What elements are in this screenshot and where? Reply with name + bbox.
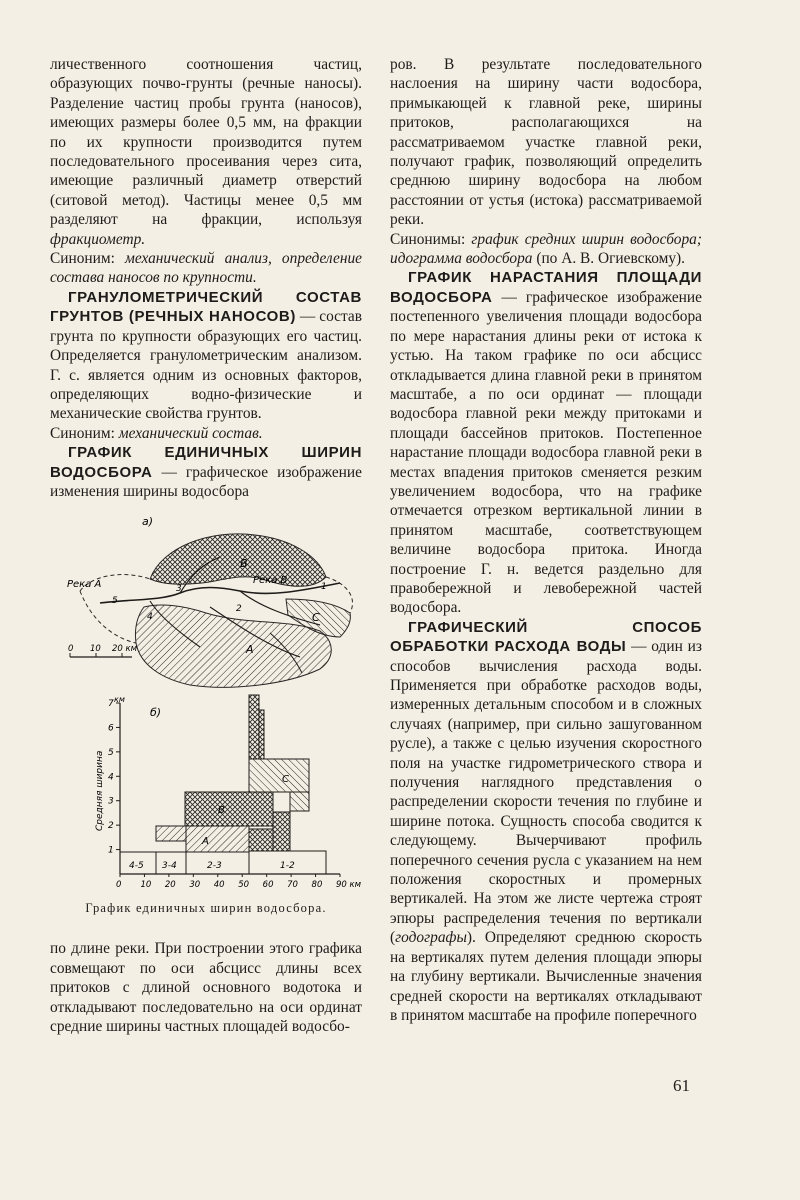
paragraph: ров. В результате последовательного наслоения на ширину части водосбора, примыкающей к главной реке, ширины притоков, располагающихся на рассматриваемом участке главной реки, получают график, позволяющий определить среднюю ширину водосбора на любом расстоянии от устья (истока) рассматриваемой реки. — [390, 56, 702, 229]
river-b-label: Река В — [253, 575, 288, 587]
peak-bar — [249, 695, 259, 759]
map-label-a: а) — [142, 515, 154, 529]
synonym-label: Синоним: — [50, 250, 115, 268]
entry-area-growth-graph — [390, 268, 702, 617]
synonym-label: Синоним: — [50, 424, 115, 442]
chart-label-b: б) — [150, 706, 162, 720]
synonym-label: Синонимы: — [390, 230, 466, 248]
y-tick-label: 1 — [108, 845, 114, 856]
x-tick-label: 30 — [189, 880, 201, 891]
region-b-label: В — [240, 557, 248, 571]
unit-widths-chart — [95, 695, 362, 890]
body-text: личественного соотношения частиц, образующих почво-грунты (речные наносы). Разделение частиц пробы грунта (наносов), имеющих размеры более 0,5 мм, на фракции по их крупности производится путем последовательного просеивания через сита, имеющие различный диаметр отверстий (ситовой метод). Частицы менее 0,5 мм разделяют на фракции, используя — [50, 56, 362, 229]
entry-unit-widths-graph — [50, 443, 362, 501]
map-point-label: 2 — [236, 604, 242, 615]
region-c-bar — [290, 792, 309, 811]
figure-unit-widths — [50, 507, 362, 939]
region-a-bar-label: А — [202, 836, 209, 848]
synonym-line — [50, 249, 362, 288]
synonym-text: механический анализ, определение состава наносов по крупности. — [50, 250, 362, 287]
x-tick-label: 80 — [311, 880, 323, 891]
map-point-label: 3 — [176, 584, 182, 595]
x-tick-label: 20 — [164, 880, 176, 891]
synonym-text: механический состав. — [118, 424, 263, 442]
entry-headword: ГРАНУЛОМЕТРИЧЕСКИЙ СОСТАВ ГРУНТОВ (РЕЧНЫХ НАНОСОВ) — [50, 288, 362, 326]
region-a-bar — [186, 826, 249, 852]
region-b-bar — [249, 829, 273, 851]
segment-label: 3-4 — [162, 861, 177, 872]
y-tick-label: 2 — [108, 821, 114, 832]
y-axis-unit: км — [114, 695, 125, 705]
region-a-bar — [156, 826, 186, 841]
river-a-label: Река А — [67, 579, 102, 591]
term-godografy: годографы — [395, 929, 467, 947]
map-point-label: 1 — [321, 582, 327, 593]
x-tick-label: 40 — [213, 880, 225, 891]
segment-label: 4-5 — [129, 861, 144, 872]
region-b-bar — [185, 792, 273, 826]
y-tick-label: 6 — [108, 723, 114, 734]
x-tick-label: 10 — [140, 880, 152, 891]
map-point-label: 5 — [112, 596, 118, 607]
watershed-map — [67, 515, 353, 687]
y-axis-title: Средняя ширина — [95, 750, 105, 832]
map-scale-label: 20 км — [112, 644, 138, 655]
x-tick-label: 0 — [116, 880, 122, 891]
y-tick-label: 5 — [108, 748, 114, 759]
peak-bar — [259, 710, 264, 759]
region-c-label: С — [312, 611, 320, 625]
x-ticks — [116, 874, 362, 890]
map-scale-label: 10 — [90, 644, 101, 655]
entry-headword: ГРАФИЧЕСКИЙ СПОСОБ ОБРАБОТКИ РАСХОДА ВОДЫ — [390, 618, 702, 656]
entry-text: — состав грунта по крупности образующих его частиц. Определяется гранулометрическим анализом. Г. с. является одним из основных факторов, определяющих водно-физические и механические свойства грунтов. — [50, 308, 362, 423]
map-scale-label: 0 — [68, 644, 74, 655]
entry-text: — графическое изображение изменения ширины водосбора — [50, 463, 362, 500]
y-tick-label: 3 — [108, 797, 114, 808]
entry-text: ). Определяют среднюю скорость на вертикалях путем деления площади эпюры на глубину вертикали. Вычисленные значения средней скорости на вертикалях откладывают в принятом масштабе на профиле поперечного — [390, 929, 702, 1024]
entry-graphic-method — [390, 618, 702, 1026]
x-tick-label: 90 км — [336, 880, 362, 891]
paragraph — [50, 55, 362, 249]
paragraph: по длине реки. При построении этого графика совмещают по оси абсцисс длины всех притоков с длиной основного водотока и откладывают последовательно на оси ординат средние ширины частных площадей водосбо- — [50, 940, 362, 1035]
entry-text: — графическое изображение постепенного увеличения площади водосбора по мере нарастания длины реки от истока к устью. На таком графике по оси абсцисс откладывается длина главной реки в принятом масштабе, а по оси ординат — площади водосбора главной реки между притоками и площади бассейнов притоков. Постепенное нарастание площади водосбора главной реки в местах впадения притоков сменяется резким увеличением водосбора, что на графике отмечается отрезком вертикальной линии в принятом масштабе, соответствующем величине водосбора притока. Иногда построение Г. н. ведется раздельно для правобережной и левобережной частей водосбора. — [390, 288, 702, 617]
synonym-line — [50, 424, 362, 443]
region-c-bar — [249, 759, 309, 792]
basin-outline — [80, 591, 136, 643]
region-b-area — [150, 534, 326, 586]
left-column — [50, 55, 362, 1036]
y-ticks — [108, 699, 120, 856]
figure-svg — [50, 507, 362, 939]
segment-label: 2-3 — [207, 861, 222, 872]
y-tick-label: 4 — [108, 772, 114, 783]
right-column — [390, 55, 702, 1025]
synonym-text: график средних ширин водосбора; идограмма водосбора — [390, 230, 702, 268]
region-b-bar-label: В — [218, 805, 225, 817]
x-tick-label: 50 — [238, 880, 250, 891]
entry-granulometric — [50, 288, 362, 424]
map-point-label: 4 — [147, 612, 153, 623]
entry-headword: ГРАФИК ЕДИНИЧНЫХ ШИРИН ВОДОСБОРА — [50, 444, 362, 481]
figure-caption: График единичных ширин водосбора. — [85, 901, 327, 916]
region-c-bar-label: С — [282, 774, 289, 786]
segment-label: 1-2 — [280, 861, 295, 872]
synonym-line — [390, 230, 702, 269]
entry-text: — один из способов вычисления расхода воды. Применяется при обработке расходов воды, измеренных детальным способом и в сложных случаях (например, при сильно зашугованном русле), а также с целью изучения скоростного поля на участке гидрометрического створа и получения наглядного представления о распределении скорости течения по глубине и ширине потока. Сущность способа сводится к следующему. Вычерчивают профиль поперечного сечения русла с указанием на нем положения скоростных и промерных вертикалей. На этом же листе чертежа строят эпюры распределения течения по вертикали ( — [390, 638, 702, 947]
page-number: 61 — [673, 1076, 690, 1095]
region-b-bar — [273, 812, 290, 851]
y-tick-label: 7 — [108, 699, 114, 710]
region-a-label: А — [246, 643, 254, 657]
x-tick-label: 70 — [287, 880, 298, 891]
x-tick-label: 60 — [262, 880, 274, 891]
term-fraktsiometr: фракциометр. — [50, 230, 146, 248]
synonym-tail: (по А. В. Огиевскому). — [532, 250, 685, 268]
entry-headword: ГРАФИК НАРАСТАНИЯ ПЛОЩАДИ ВОДОСБОРА — [390, 269, 702, 306]
